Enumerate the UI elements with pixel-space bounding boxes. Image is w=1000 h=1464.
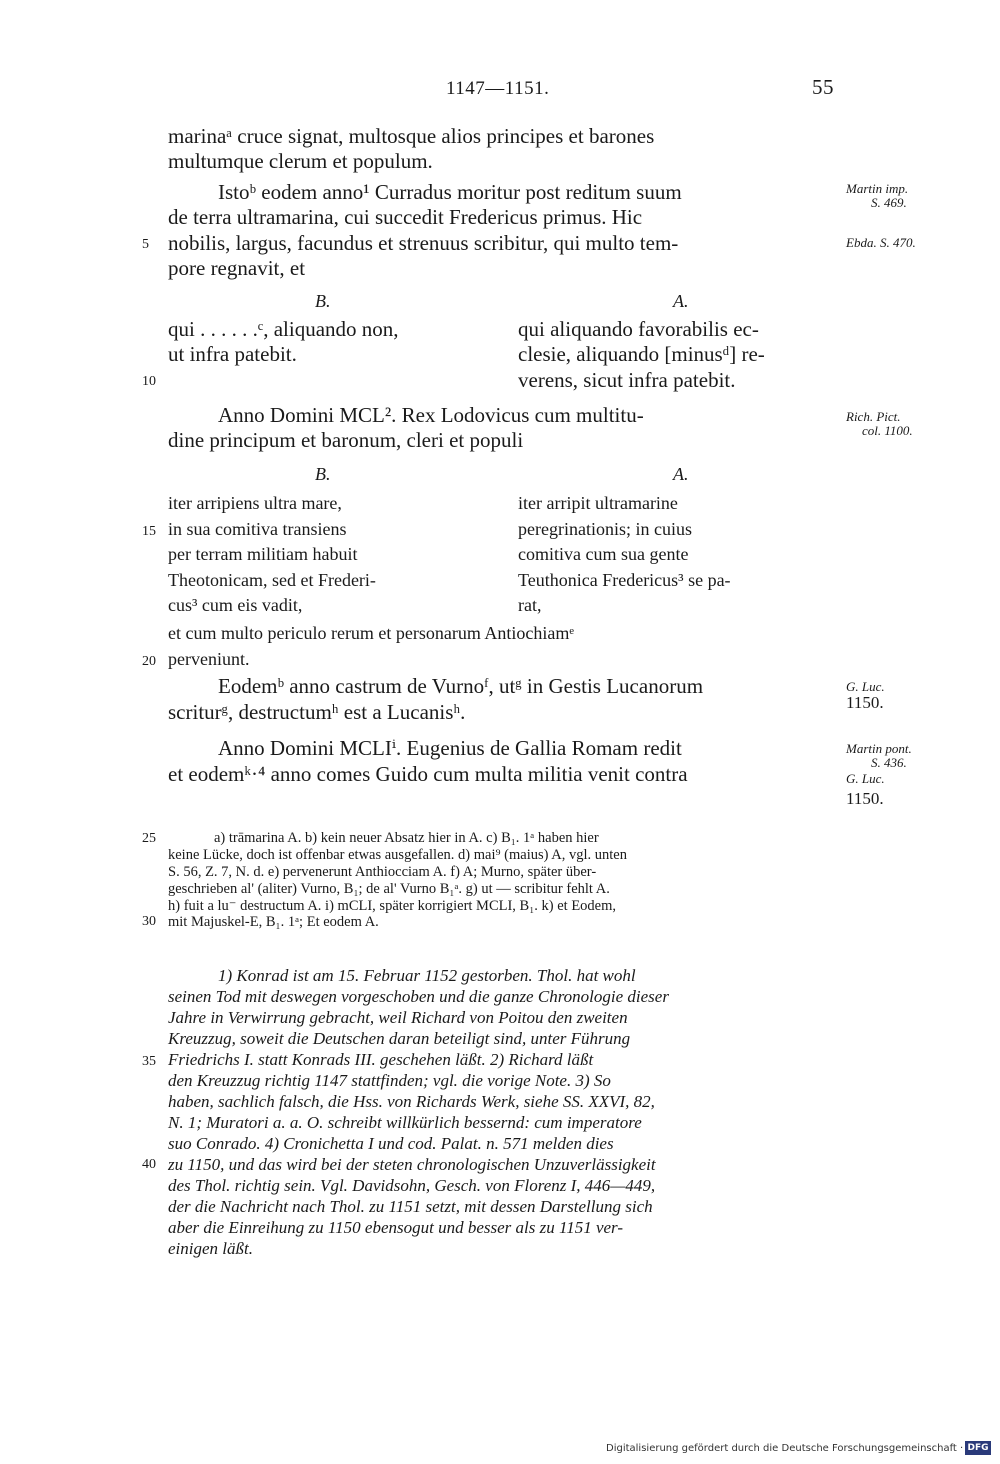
margin-note: S. 469. xyxy=(871,195,907,210)
text-line-b: iter arripiens ultra mare, xyxy=(168,493,342,513)
margin-note: 1150. xyxy=(846,789,884,808)
page-number: 55 xyxy=(812,75,834,99)
text-line: marinaᵃ cruce signat, multosque alios principes et barones xyxy=(168,124,655,148)
line-number: 35 xyxy=(142,1054,156,1069)
line-number: 5 xyxy=(142,237,149,252)
funding-credit: Digitalisierung gefördert durch die Deutsche Forschungsgemeinschaft · xyxy=(606,1443,964,1454)
text-line-a: clesie, aliquando [minusᵈ] re- xyxy=(518,342,765,366)
note-line: des Thol. richtig sein. Vgl. Davidsohn, Gesch. von Florenz I, 446—449, xyxy=(168,1176,656,1195)
text-line-a: iter arripit ultramarine xyxy=(518,493,678,513)
text-line: Eodemᵇ anno castrum de Vurnoᶠ, utᵍ in Gestis Lucanorum xyxy=(218,674,704,698)
dfg-logo: DFG xyxy=(965,1441,991,1455)
note-line: aber die Einreihung zu 1150 ebensogut und besser als zu 1151 ver- xyxy=(168,1218,623,1237)
text-line: scriturᵍ, destructumʰ est a Lucanisʰ. xyxy=(168,700,466,724)
column-siglum-a: A. xyxy=(673,464,689,484)
text-line-b: Theotonicam, sed et Frederi- xyxy=(168,570,376,590)
note-line: Friedrichs I. statt Konrads III. geschehen läßt. 2) Richard läßt xyxy=(168,1050,594,1069)
line-number: 15 xyxy=(142,524,156,539)
text-line: Istoᵇ eodem anno¹ Curradus moritur post reditum suum xyxy=(218,180,682,204)
note-line: 1) Konrad ist am 15. Februar 1152 gestorben. Thol. hat wohl xyxy=(218,966,636,985)
text-line: perveniunt. xyxy=(168,649,250,669)
margin-note: Ebda. S. 470. xyxy=(846,235,916,250)
note-line: suo Conrado. 4) Cronichetta I und cod. Palat. n. 571 melden dies xyxy=(168,1134,614,1153)
text-line-b: cus³ cum eis vadit, xyxy=(168,595,303,615)
note-line: Kreuzzug, soweit die Deutschen daran beteiligt sind, unter Führung xyxy=(168,1029,631,1048)
text-line-a: comitiva cum sua gente xyxy=(518,544,689,564)
text-line: Anno Domini MCLIⁱ. Eugenius de Gallia Romam redit xyxy=(218,736,682,760)
text-line: pore regnavit, et xyxy=(168,256,306,280)
note-line: seinen Tod mit deswegen vorgeschoben und die ganze Chronologie dieser xyxy=(168,987,669,1006)
margin-note: 1150. xyxy=(846,693,884,712)
margin-note: col. 1100. xyxy=(862,423,913,438)
apparatus-line: mit Majuskel-E, B₁. 1ᵃ; Et eodem A. xyxy=(168,914,379,930)
text-line: de terra ultramarina, cui succedit Fredericus primus. Hic xyxy=(168,205,643,229)
text-line-b: ut infra patebit. xyxy=(168,342,297,366)
line-number: 30 xyxy=(142,914,156,929)
text-line-a: rat, xyxy=(518,595,542,615)
apparatus-line: keine Lücke, doch ist offenbar etwas ausgefallen. d) mai⁹ (maius) A, vgl. unten xyxy=(168,847,627,863)
note-line: N. 1; Muratori a. a. O. schreibt willkürlich bessernd: cum imperatore xyxy=(168,1113,642,1132)
text-line: Anno Domini MCL². Rex Lodovicus cum multitu- xyxy=(218,403,644,427)
line-number: 10 xyxy=(142,374,156,389)
note-line: den Kreuzzug richtig 1147 stattfinden; vgl. die vorige Note. 3) So xyxy=(168,1071,611,1090)
text-line: et eodemᵏ·⁴ anno comes Guido cum multa militia venit contra xyxy=(168,762,688,786)
text-line: dine principum et baronum, cleri et populi xyxy=(168,428,524,452)
line-number: 25 xyxy=(142,831,156,846)
running-head: 1147—1151. xyxy=(446,78,550,99)
text-line-a: verens, sicut infra patebit. xyxy=(518,368,736,392)
note-line: der die Nachricht nach Thol. zu 1151 setzt, mit dessen Darstellung sich xyxy=(168,1197,653,1216)
margin-note: Martin imp. xyxy=(846,181,909,196)
line-number: 20 xyxy=(142,654,156,669)
column-siglum-b: B. xyxy=(315,291,331,311)
line-number: 40 xyxy=(142,1157,156,1172)
note-line: Jahre in Verwirrung gebracht, weil Richard von Poitou den zweiten xyxy=(168,1008,628,1027)
note-line: einigen läßt. xyxy=(168,1239,253,1258)
text-line-b: per terram militiam habuit xyxy=(168,544,358,564)
apparatus-line: geschrieben al' (aliter) Vurno, B₁; de al' Vurno B₁ᵃ. g) ut — scribitur fehlt A. xyxy=(168,881,610,897)
margin-note: S. 436. xyxy=(871,755,907,770)
text-line: et cum multo periculo rerum et personarum Antiochiamᵉ xyxy=(168,623,575,643)
margin-note: Martin pont. xyxy=(846,741,912,756)
text-line-b: in sua comitiva transiens xyxy=(168,519,347,539)
text-line: nobilis, largus, facundus et strenuus scribitur, qui multo tem- xyxy=(168,231,679,255)
apparatus-line: S. 56, Z. 7, N. d. e) pervenerunt Anthiocciam A. f) A; Murno, später über- xyxy=(168,864,597,880)
column-siglum-a: A. xyxy=(673,291,689,311)
text-line-b: qui . . . . . .ᶜ, aliquando non, xyxy=(168,317,399,341)
apparatus-line: a) trāmarina A. b) kein neuer Absatz hier in A. c) B₁. 1ᵃ haben hier xyxy=(214,830,599,846)
column-siglum-b: B. xyxy=(315,464,331,484)
text-line-a: peregrinationis; in cuius xyxy=(518,519,692,539)
text-line-a: Teuthonica Fredericus³ se pa- xyxy=(518,570,731,590)
margin-note: G. Luc. xyxy=(846,679,885,694)
margin-note: G. Luc. xyxy=(846,771,885,786)
apparatus-line: h) fuit a lu⁻ destructum A. i) mCLI, später korrigiert MCLI, B₁. k) et Eodem, xyxy=(168,898,617,914)
note-line: zu 1150, und das wird bei der steten chronologischen Unzuverlässigkeit xyxy=(168,1155,656,1174)
margin-note: Rich. Pict. xyxy=(846,409,901,424)
note-line: haben, sachlich falsch, die Hss. von Richards Werk, siehe SS. XXVI, 82, xyxy=(168,1092,655,1111)
text-line: multumque clerum et populum. xyxy=(168,149,433,173)
text-line-a: qui aliquando favorabilis ec- xyxy=(518,317,759,341)
